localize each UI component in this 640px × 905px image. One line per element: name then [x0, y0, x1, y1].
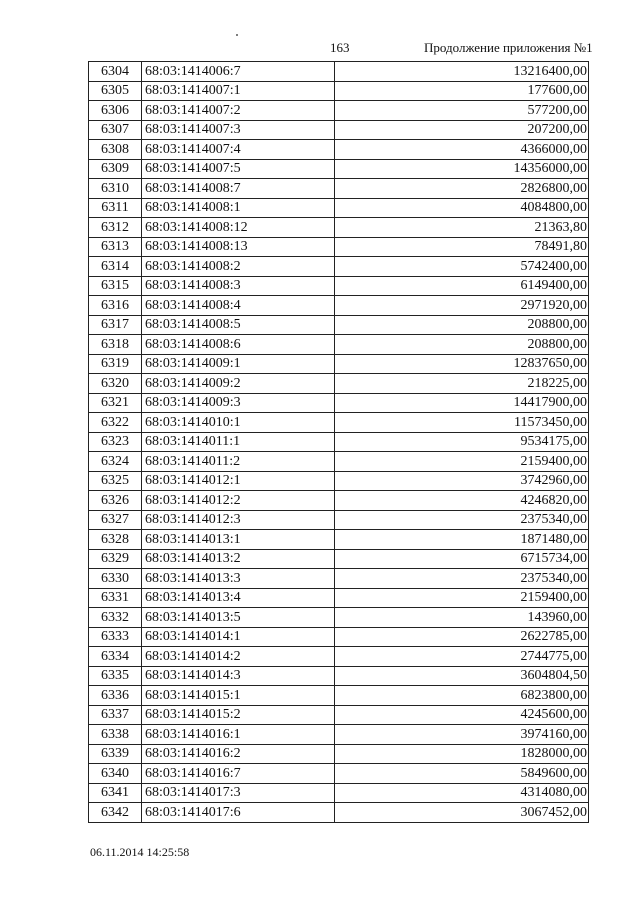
row-number: 6307: [89, 120, 142, 140]
cadastral-number: 68:03:1414013:5: [142, 608, 335, 628]
cadastral-number: 68:03:1414008:4: [142, 296, 335, 316]
row-number: 6324: [89, 452, 142, 472]
table-row: [89, 257, 589, 277]
cadastral-value: 2159400,00: [335, 452, 589, 472]
cadastral-value: 1828000,00: [335, 744, 589, 764]
table-row: [89, 413, 589, 433]
cadastral-value: 4314080,00: [335, 783, 589, 803]
cadastral-value: 4366000,00: [335, 140, 589, 160]
cadastral-number: 68:03:1414008:5: [142, 315, 335, 335]
page-number: 163: [330, 40, 350, 55]
table-row: [89, 725, 589, 745]
cadastral-value: 4246820,00: [335, 491, 589, 511]
table-row: [89, 510, 589, 530]
cadastral-value: 6715734,00: [335, 549, 589, 569]
cadastral-number: 68:03:1414014:3: [142, 666, 335, 686]
cadastral-number: 68:03:1414017:6: [142, 803, 335, 823]
cadastral-number: 68:03:1414009:3: [142, 393, 335, 413]
cadastral-value: 2622785,00: [335, 627, 589, 647]
table-row: [89, 140, 589, 160]
cadastral-value: 207200,00: [335, 120, 589, 140]
cadastral-number: 68:03:1414008:12: [142, 218, 335, 238]
table-row: [89, 647, 589, 667]
scan-speck: [236, 34, 238, 36]
cadastral-value: 4245600,00: [335, 705, 589, 725]
cadastral-value: 577200,00: [335, 101, 589, 121]
cadastral-number: 68:03:1414014:2: [142, 647, 335, 667]
row-number: 6341: [89, 783, 142, 803]
cadastral-number: 68:03:1414007:2: [142, 101, 335, 121]
row-number: 6338: [89, 725, 142, 745]
row-number: 6337: [89, 705, 142, 725]
row-number: 6331: [89, 588, 142, 608]
cadastral-value: 14417900,00: [335, 393, 589, 413]
cadastral-number: 68:03:1414012:1: [142, 471, 335, 491]
cadastral-value: 2375340,00: [335, 569, 589, 589]
continuation-label: Продолжение приложения №1: [424, 40, 593, 55]
cadastral-value: 218225,00: [335, 374, 589, 394]
cadastral-value: 208800,00: [335, 335, 589, 355]
cadastral-value: 4084800,00: [335, 198, 589, 218]
table-row: [89, 62, 589, 82]
row-number: 6313: [89, 237, 142, 257]
row-number: 6308: [89, 140, 142, 160]
table-row: [89, 315, 589, 335]
row-number: 6318: [89, 335, 142, 355]
row-number: 6330: [89, 569, 142, 589]
table-row: [89, 783, 589, 803]
table-row: [89, 335, 589, 355]
cadastral-number: 68:03:1414008:6: [142, 335, 335, 355]
table-row: [89, 101, 589, 121]
cadastral-number: 68:03:1414010:1: [142, 413, 335, 433]
cadastral-value: 208800,00: [335, 315, 589, 335]
cadastral-value: 3974160,00: [335, 725, 589, 745]
cadastral-number: 68:03:1414011:1: [142, 432, 335, 452]
cadastral-value: 3742960,00: [335, 471, 589, 491]
cadastral-value: 2826800,00: [335, 179, 589, 199]
cadastral-number: 68:03:1414007:3: [142, 120, 335, 140]
table-row: [89, 120, 589, 140]
cadastral-number: 68:03:1414016:2: [142, 744, 335, 764]
cadastral-value: 6149400,00: [335, 276, 589, 296]
cadastral-number: 68:03:1414011:2: [142, 452, 335, 472]
table-row: [89, 296, 589, 316]
cadastral-number: 68:03:1414007:5: [142, 159, 335, 179]
cadastral-number: 68:03:1414008:3: [142, 276, 335, 296]
cadastral-value: 2375340,00: [335, 510, 589, 530]
row-number: 6319: [89, 354, 142, 374]
table-row: [89, 491, 589, 511]
row-number: 6328: [89, 530, 142, 550]
table-row: [89, 237, 589, 257]
row-number: 6322: [89, 413, 142, 433]
row-number: 6317: [89, 315, 142, 335]
cadastral-number: 68:03:1414009:1: [142, 354, 335, 374]
table-row: [89, 764, 589, 784]
cadastral-value-table: [88, 61, 589, 823]
cadastral-number: 68:03:1414013:2: [142, 549, 335, 569]
row-number: 6321: [89, 393, 142, 413]
cadastral-value: 78491,80: [335, 237, 589, 257]
table-row: [89, 549, 589, 569]
cadastral-number: 68:03:1414013:4: [142, 588, 335, 608]
row-number: 6306: [89, 101, 142, 121]
table-row: [89, 705, 589, 725]
row-number: 6312: [89, 218, 142, 238]
row-number: 6339: [89, 744, 142, 764]
table-row: [89, 588, 589, 608]
row-number: 6309: [89, 159, 142, 179]
row-number: 6332: [89, 608, 142, 628]
table-row: [89, 686, 589, 706]
cadastral-value: 3604804,50: [335, 666, 589, 686]
cadastral-value: 177600,00: [335, 81, 589, 101]
cadastral-number: 68:03:1414008:2: [142, 257, 335, 277]
cadastral-value: 3067452,00: [335, 803, 589, 823]
cadastral-value: 6823800,00: [335, 686, 589, 706]
table-row: [89, 354, 589, 374]
table-row: [89, 179, 589, 199]
print-timestamp: 06.11.2014 14:25:58: [90, 845, 190, 859]
row-number: 6311: [89, 198, 142, 218]
table-row: [89, 666, 589, 686]
row-number: 6320: [89, 374, 142, 394]
row-number: 6325: [89, 471, 142, 491]
row-number: 6342: [89, 803, 142, 823]
row-number: 6340: [89, 764, 142, 784]
cadastral-value: 2744775,00: [335, 647, 589, 667]
row-number: 6333: [89, 627, 142, 647]
cadastral-value: 14356000,00: [335, 159, 589, 179]
row-number: 6329: [89, 549, 142, 569]
row-number: 6334: [89, 647, 142, 667]
cadastral-number: 68:03:1414017:3: [142, 783, 335, 803]
cadastral-number: 68:03:1414014:1: [142, 627, 335, 647]
table-body: [89, 62, 589, 823]
table-row: [89, 452, 589, 472]
table-row: [89, 276, 589, 296]
cadastral-number: 68:03:1414008:13: [142, 237, 335, 257]
cadastral-number: 68:03:1414013:3: [142, 569, 335, 589]
table-row: [89, 608, 589, 628]
table-row: [89, 569, 589, 589]
cadastral-number: 68:03:1414012:3: [142, 510, 335, 530]
row-number: 6335: [89, 666, 142, 686]
row-number: 6314: [89, 257, 142, 277]
table-row: [89, 374, 589, 394]
row-number: 6316: [89, 296, 142, 316]
cadastral-value: 11573450,00: [335, 413, 589, 433]
table-row: [89, 198, 589, 218]
table-row: [89, 744, 589, 764]
cadastral-value: 13216400,00: [335, 62, 589, 82]
row-number: 6326: [89, 491, 142, 511]
cadastral-number: 68:03:1414016:1: [142, 725, 335, 745]
cadastral-number: 68:03:1414008:7: [142, 179, 335, 199]
cadastral-number: 68:03:1414012:2: [142, 491, 335, 511]
cadastral-number: 68:03:1414006:7: [142, 62, 335, 82]
table-row: [89, 218, 589, 238]
table-row: [89, 471, 589, 491]
cadastral-value: 12837650,00: [335, 354, 589, 374]
cadastral-number: 68:03:1414016:7: [142, 764, 335, 784]
cadastral-number: 68:03:1414013:1: [142, 530, 335, 550]
cadastral-number: 68:03:1414015:1: [142, 686, 335, 706]
cadastral-number: 68:03:1414007:4: [142, 140, 335, 160]
row-number: 6305: [89, 81, 142, 101]
row-number: 6304: [89, 62, 142, 82]
row-number: 6336: [89, 686, 142, 706]
table-row: [89, 432, 589, 452]
cadastral-number: 68:03:1414008:1: [142, 198, 335, 218]
table-row: [89, 393, 589, 413]
cadastral-value: 1871480,00: [335, 530, 589, 550]
table-row: [89, 81, 589, 101]
cadastral-number: 68:03:1414007:1: [142, 81, 335, 101]
table-row: [89, 627, 589, 647]
row-number: 6323: [89, 432, 142, 452]
row-number: 6315: [89, 276, 142, 296]
table-row: [89, 530, 589, 550]
cadastral-value: 5849600,00: [335, 764, 589, 784]
row-number: 6310: [89, 179, 142, 199]
row-number: 6327: [89, 510, 142, 530]
cadastral-value: 2159400,00: [335, 588, 589, 608]
table-row: [89, 159, 589, 179]
cadastral-value: 143960,00: [335, 608, 589, 628]
cadastral-value: 9534175,00: [335, 432, 589, 452]
cadastral-number: 68:03:1414009:2: [142, 374, 335, 394]
table-row: [89, 803, 589, 823]
cadastral-value: 2971920,00: [335, 296, 589, 316]
cadastral-number: 68:03:1414015:2: [142, 705, 335, 725]
cadastral-value: 21363,80: [335, 218, 589, 238]
cadastral-value: 5742400,00: [335, 257, 589, 277]
